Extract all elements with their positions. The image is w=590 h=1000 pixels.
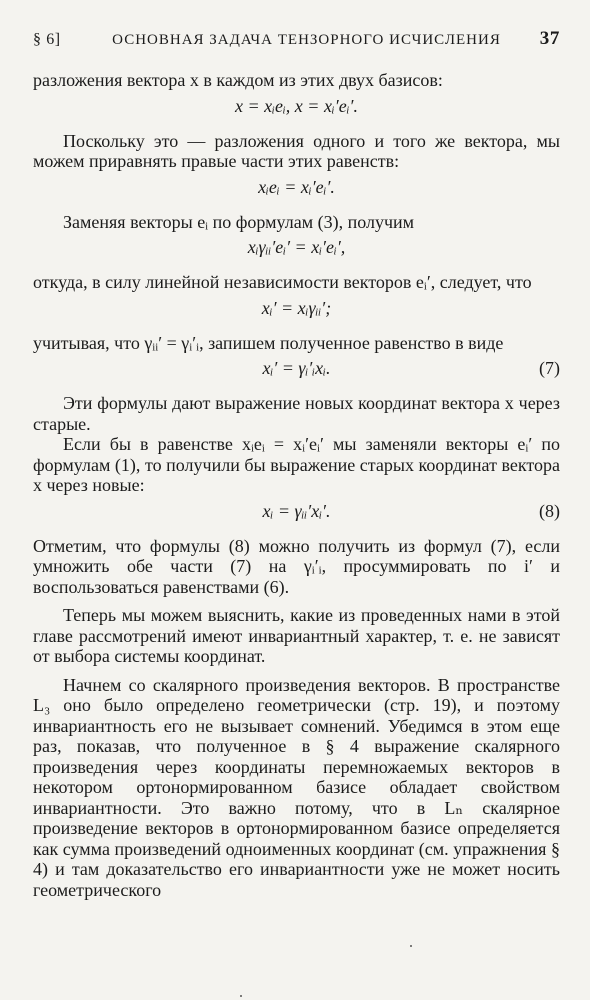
print-speck (410, 945, 412, 947)
paragraph-3: Заменяя векторы eᵢ по формулам (3), получим (63, 211, 415, 232)
formula-2: xᵢeᵢ = xᵢ′eᵢ′. (258, 176, 335, 197)
formula-5-body: xᵢ′ = γᵢ′ᵢxᵢ. (262, 358, 331, 378)
paragraph-9: Теперь мы можем выяснить, какие из проведенных нами в этой главе рассмотрений имеют инвариантный характер, т. е. не зависят от выбора системы координат. (33, 605, 560, 666)
page-number: 37 (539, 28, 560, 49)
section-marker: § 6] (33, 31, 61, 48)
equation-number-7: (7) (539, 358, 560, 378)
paragraph-7: Если бы в равенстве xᵢeᵢ = xᵢ′eᵢ′ мы заменяли векторы eᵢ′ по формулам (1), то получили бы выражение старых координат вектора x через новые: (33, 434, 560, 495)
formula-3: xᵢγᵢᵢ′eᵢ′ = xᵢ′eᵢ′, (247, 237, 346, 257)
formula-1: x = xᵢeᵢ, x = xᵢ′eᵢ′. (235, 95, 358, 116)
paragraph-4: откуда, в силу линейной независимости векторов eᵢ′, следует, что (33, 272, 532, 292)
print-speck (240, 995, 242, 997)
formula-6-body: xᵢ = γᵢᵢ′xᵢ′. (262, 500, 331, 521)
paragraph-8: Отметим, что формулы (8) можно получить из формул (7), если умножить обе части (7) на γᵢ′ᵢ, просуммировать по i′ и воспользоваться равенствами (6). (33, 535, 560, 597)
formula-5 (33, 355, 560, 381)
formula-4: xᵢ′ = xᵢγᵢᵢ′; (261, 297, 332, 318)
running-header (33, 28, 560, 62)
paragraph-5: учитывая, что γᵢᵢ′ = γᵢ′ᵢ, запишем полученное равенство в виде (33, 332, 504, 353)
paragraph-10: Начнем со скалярного произведения векторов. В пространстве L₃ оно было определено геометрически (стр. 19), и поэтому инвариантность его не вызывает сомнений. Убедимся в этом еще раз, показав, что полученное в § 4 выражение скалярного произведения через координаты перемножаемых векторов в некотором ортонормированном базисе обладает свойством инвариантности. Это важно потому, что в Lₙ скалярное произведение векторов в ортонормированном базисе определяется как сумма произведений одноименных координат (см. упражнения § 4) и там доказательство его инвариантности уже не может носить геометрического (33, 674, 560, 900)
formula-6 (33, 498, 560, 524)
paragraph-2: Поскольку это — разложения одного и того же вектора, мы можем приравнять правые части этих равенств: (33, 130, 560, 171)
paragraph-1: разложения вектора x в каждом из этих двух базисов: (33, 70, 443, 90)
running-title: ОСНОВНАЯ ЗАДАЧА ТЕНЗОРНОГО ИСЧИСЛЕНИЯ (112, 32, 501, 48)
paragraph-6: Эти формулы дают выражение новых координат вектора x через старые. (33, 393, 560, 434)
equation-number-8: (8) (539, 500, 560, 521)
